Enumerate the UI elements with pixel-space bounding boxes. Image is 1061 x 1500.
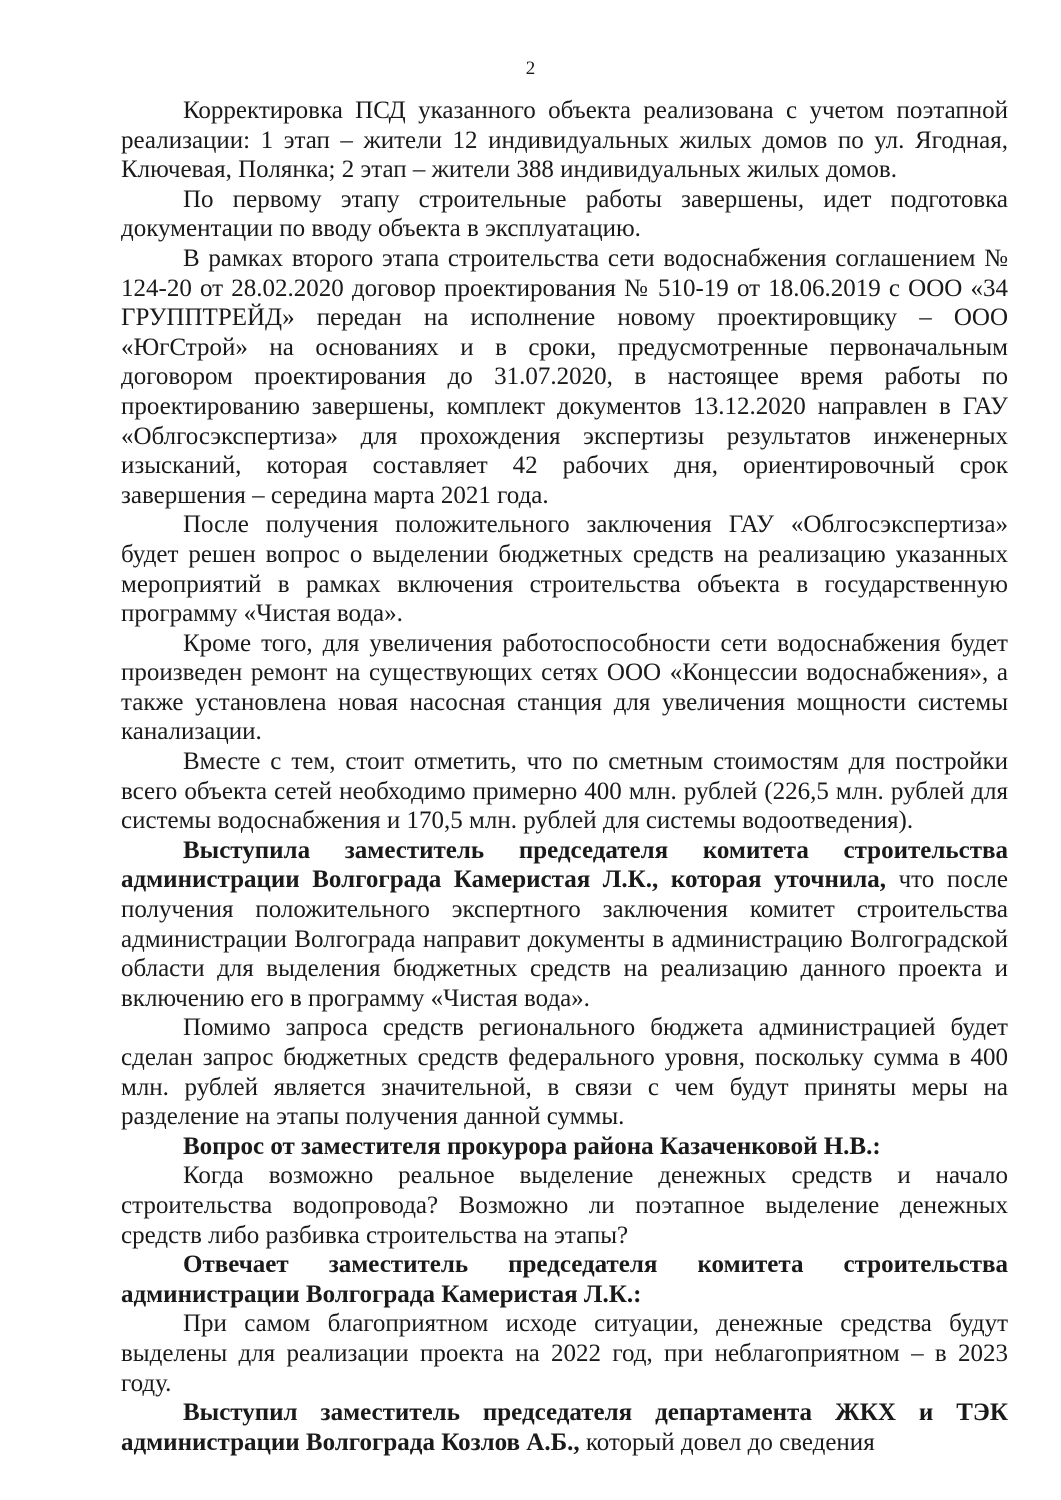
paragraph-7-text: что после получения положительного экспертного заключения комитет строительства администрации Волгограда направит документы в администрацию Волгоградской области для выделения бюджетных средств на реализацию данного проекта и включению его в программу «Чистая вода».	[121, 866, 1009, 1012]
paragraph-12	[121, 1309, 1008, 1398]
paragraph-11-lead: Отвечает заместитель председателя комитета строительства администрации Волгограда Камеристая Л.К.:	[121, 1251, 1008, 1308]
paragraph-9	[121, 1132, 1008, 1162]
paragraph-3	[121, 244, 1008, 510]
paragraph-2	[121, 185, 1008, 244]
paragraph-3-text: В рамках второго этапа строительства сети водоснабжения соглашением № 124-20 от 28.02.2020 договор проектирования № 510-19 от 18.06.2019 с ООО «34 ГРУППТРЕЙД» передан на исполнение новому проектировщику – ООО «ЮгСтрой» на основаниях и в сроки, предусмотренные первоначальным договором проектирования до 31.07.2020, в настоящее время работы по проектированию завершены, комплект документов 13.12.2020 направлен в ГАУ «Облгосэкспертиза» для прохождения экспертизы результатов инженерных изысканий, которая составляет 42 рабочих дня, ориентировочный срок завершения – середина марта 2021 года.	[121, 244, 1008, 509]
paragraph-10	[121, 1161, 1008, 1250]
paragraph-13	[121, 1398, 1008, 1457]
paragraph-2-text: По первому этапу строительные работы завершены, идет подготовка документации по вводу объекта в эксплуатацию.	[121, 185, 1008, 243]
paragraph-12-text: При самом благоприятном исходе ситуации, денежные средства будут выделены для реализации проекта на 2022 год, при неблагоприятном – в 2023 году.	[121, 1310, 1008, 1397]
paragraph-11	[121, 1250, 1008, 1309]
paragraph-6-text: Вместе с тем, стоит отметить, что по сметным стоимостям для постройки всего объекта сетей необходимо примерно 400 млн. рублей (226,5 млн. рублей для системы водоснабжения и 170,5 млн. рублей для системы водоотведения).	[121, 748, 1008, 835]
paragraph-13-text: который довел до сведения	[579, 1428, 875, 1456]
paragraph-6	[121, 747, 1008, 836]
paragraph-9-lead: Вопрос от заместителя прокурора района Казаченковой Н.В.:	[183, 1132, 881, 1160]
paragraph-1-text: Корректировка ПСД указанного объекта реализована с учетом поэтапной реализации: 1 этап – жители 12 индивидуальных жилых домов по ул. Ягодная, Ключевая, Полянка; 2 этап – жители 388 индивидуальных жилых домов.	[121, 97, 1008, 184]
page-number: 2	[525, 58, 536, 79]
paragraph-1	[121, 96, 1008, 185]
document-body	[121, 96, 1008, 1457]
paragraph-10-text: Когда возможно реальное выделение денежных средств и начало строительства водопровода? Возможно ли поэтапное выделение денежных средств либо разбивка строительства на этапы?	[121, 1162, 1008, 1249]
paragraph-4-text: После получения положительного заключения ГАУ «Облгосэкспертиза» будет решен вопрос о выделении бюджетных средств на реализацию указанных мероприятий в рамках включения строительства объекта в государственную программу «Чистая вода».	[121, 511, 1008, 628]
paragraph-7-lead: Выступила заместитель председателя комитета строительства администрации Волгограда Камеристая Л.К., которая уточнила,	[121, 836, 1008, 894]
paragraph-8-text: Помимо запроса средств регионального бюджета администрацией будет сделан запрос бюджетных средств федерального уровня, поскольку сумма в 400 млн. рублей является значительной, в связи с чем будут приняты меры на разделение на этапы получения данной суммы.	[121, 1014, 1008, 1131]
paragraph-4	[121, 510, 1008, 628]
paragraph-5-text: Кроме того, для увеличения работоспособности сети водоснабжения будет произведен ремонт на существующих сетях ООО «Концессии водоснабжения», а также установлена новая насосная станция для увеличения мощности системы канализации.	[121, 629, 1008, 746]
paragraph-7	[121, 836, 1008, 1014]
paragraph-5	[121, 629, 1008, 747]
paragraph-13-lead: Выступил заместитель председателя департамента ЖКХ и ТЭК администрации Волгограда Козлов А.Б.,	[121, 1399, 1008, 1456]
paragraph-8	[121, 1013, 1008, 1131]
